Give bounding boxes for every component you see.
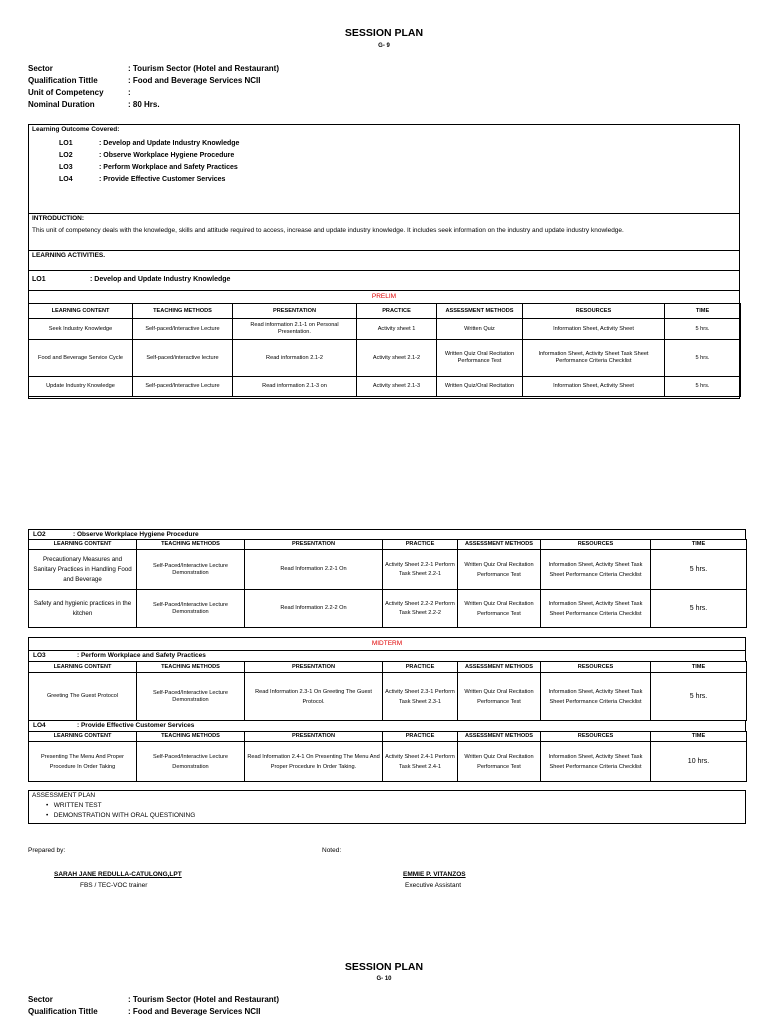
outcome-item: LO3 : Perform Workplace and Safety Practices bbox=[59, 164, 238, 171]
prepared-by-label: Prepared by: bbox=[28, 847, 66, 854]
page-title: SESSION PLAN bbox=[344, 961, 424, 973]
prelim-label: PRELIM bbox=[371, 293, 397, 300]
table-header-row: LEARNING CONTENT TEACHING METHODS PRESENTATION PRACTICE ASSESSMENT METHODS RESOURCES TIME bbox=[29, 304, 741, 319]
table-row: Presenting The Menu And Proper Procedure In Order Taking Self-Paced/Interactive Lecture Demonstration Read Information 2.4-1 On Presenting The Menu And Proper Procedure In Order Taking. Activity Sheet 2.4-1 Perform Task Sheet 2.4-1 Written Quiz Oral Recitation Performance Test Information Sheet, Activity Sheet Task Sheet Performance Criteria Checklist 10 hrs. bbox=[29, 742, 747, 782]
info-value: : 80 Hrs. bbox=[128, 100, 160, 109]
grade-label: G- 10 bbox=[376, 976, 392, 982]
info-value: : Tourism Sector (Hotel and Restaurant) bbox=[128, 995, 279, 1004]
plan-info bbox=[28, 63, 279, 111]
outcome-list bbox=[59, 140, 239, 188]
plan-info bbox=[28, 994, 279, 1018]
info-value: : Tourism Sector (Hotel and Restaurant) bbox=[128, 64, 279, 73]
table-row: Safety and hygienic practices in the kitchen Self-Paced/Interactive Lecture Demonstration Read Information 2.2-2 On Activity Sheet 2.2-2 Perform Task Sheet 2.2-2 Written Quiz Oral Recitation Performance Test Information Sheet, Activity Sheet Task Sheet Performance Criteria Checklist 5 hrs. bbox=[29, 590, 747, 628]
noter-name: EMMIE P. VITANZOS bbox=[403, 871, 466, 878]
info-label: Sector bbox=[28, 64, 53, 73]
divider bbox=[28, 290, 740, 291]
info-value: : bbox=[128, 88, 131, 97]
lo3-heading: LO3 : Perform Workplace and Safety Practices bbox=[28, 650, 746, 662]
lo3-table bbox=[28, 661, 747, 721]
info-value: : Food and Beverage Services NCII bbox=[128, 1007, 261, 1016]
lo1-heading: LO1 : Develop and Update Industry Knowledge bbox=[32, 276, 231, 283]
table-row: Seek Industry Knowledge Self-paced/Interactive Lecture Read information 2.1-1 on Personal Presentation. Activity sheet 1 Written Quiz Information Sheet, Activity Sheet 5 hrs. bbox=[29, 319, 741, 340]
lo4-heading: LO4 : Provide Effective Customer Services bbox=[28, 720, 746, 732]
intro-text: This unit of competency deals with the knowledge, skills and attitude required to access, increase and update industry knowledge. It includes seek information on the industry and update industry knowledge. bbox=[32, 227, 624, 234]
divider bbox=[28, 250, 740, 251]
info-label: Unit of Competency bbox=[28, 88, 104, 97]
outcome-item: LO4 : Provide Effective Customer Services bbox=[59, 176, 226, 183]
table-header-row: LEARNING CONTENT TEACHING METHODS PRESENTATION PRACTICE ASSESSMENT METHODS RESOURCES TIME bbox=[29, 732, 747, 742]
table-header-row: LEARNING CONTENT TEACHING METHODS PRESENTATION PRACTICE ASSESSMENT METHODS RESOURCES TIME bbox=[29, 540, 747, 550]
info-label: Qualification Tittle bbox=[28, 1007, 98, 1016]
grade-label: G- 9 bbox=[378, 43, 390, 49]
noted-label: Noted: bbox=[322, 847, 342, 854]
lo1-table bbox=[28, 303, 741, 397]
assessment-item: • DEMONSTRATION WITH ORAL QUESTIONING bbox=[46, 812, 196, 819]
divider bbox=[28, 213, 740, 214]
info-label: Qualification Tittle bbox=[28, 76, 98, 85]
page-title: SESSION PLAN bbox=[344, 27, 424, 39]
table-row: Precautionary Measures and Sanitary Practices in Handling Food and Beverage Self-Paced/Interactive Lecture Demonstration Read Information 2.2-1 On Activity Sheet 2.2-1 Perform Task Sheet 2.2-1 Written Quiz Oral Recitation Performance Test Information Sheet, Activity Sheet Task Sheet Performance Criteria Checklist 5 hrs. bbox=[29, 550, 747, 590]
preparer-name: SARAH JANE REDULLA-CATULONG,LPT bbox=[54, 871, 182, 878]
intro-title: INTRODUCTION: bbox=[32, 215, 84, 222]
info-value: : Food and Beverage Services NCII bbox=[128, 76, 261, 85]
activities-title: LEARNING ACTIVITIES. bbox=[32, 252, 106, 259]
lo2-heading: LO2 : Observe Workplace Hygiene Procedure bbox=[28, 529, 746, 540]
outcomes-title: Learning Outcome Covered: bbox=[32, 126, 120, 133]
preparer-role: FBS / TEC-VOC trainer bbox=[80, 882, 148, 889]
midterm-label: MIDTERM bbox=[28, 637, 746, 651]
lo2-table bbox=[28, 539, 747, 628]
info-label: Sector bbox=[28, 995, 53, 1004]
lo4-table bbox=[28, 731, 747, 782]
table-row: Greeting The Guest Protocol Self-Paced/Interactive Lecture Demonstration Read Information 2.3-1 On Greeting The Guest Protocol. Activity Sheet 2.3-1 Perform Task Sheet 2.3-1 Written Quiz Oral Recitation Performance Test Information Sheet, Activity Sheet Task Sheet Performance Criteria Checklist 5 hrs. bbox=[29, 673, 747, 721]
outcome-item: LO1 : Develop and Update Industry Knowledge bbox=[59, 140, 240, 147]
outcome-item: LO2 : Observe Workplace Hygiene Procedure bbox=[59, 152, 235, 159]
table-header-row: LEARNING CONTENT TEACHING METHODS PRESENTATION PRACTICE ASSESSMENT METHODS RESOURCES TIME bbox=[29, 662, 747, 673]
assessment-item: • WRITTEN TEST bbox=[46, 802, 102, 809]
noter-role: Executive Assistant bbox=[405, 882, 461, 889]
assessment-title: ASSESSMENT PLAN bbox=[32, 792, 96, 799]
divider bbox=[28, 270, 740, 271]
table-row: Update Industry Knowledge Self-paced/Interactive Lecture Read information 2.1-3 on Activity sheet 2.1-3 Written Quiz/Oral Recitation Information Sheet, Activity Sheet 5 hrs. bbox=[29, 377, 741, 397]
table-row: Food and Beverage Service Cycle Self-paced/interactive lecture Read information 2.1-2 Activity sheet 2.1-2 Written Quiz Oral Recitation Performance Test Information Sheet, Activity Sheet Task Sheet Performance Criteria Checklist 5 hrs. bbox=[29, 340, 741, 377]
info-label: Nominal Duration bbox=[28, 100, 95, 109]
